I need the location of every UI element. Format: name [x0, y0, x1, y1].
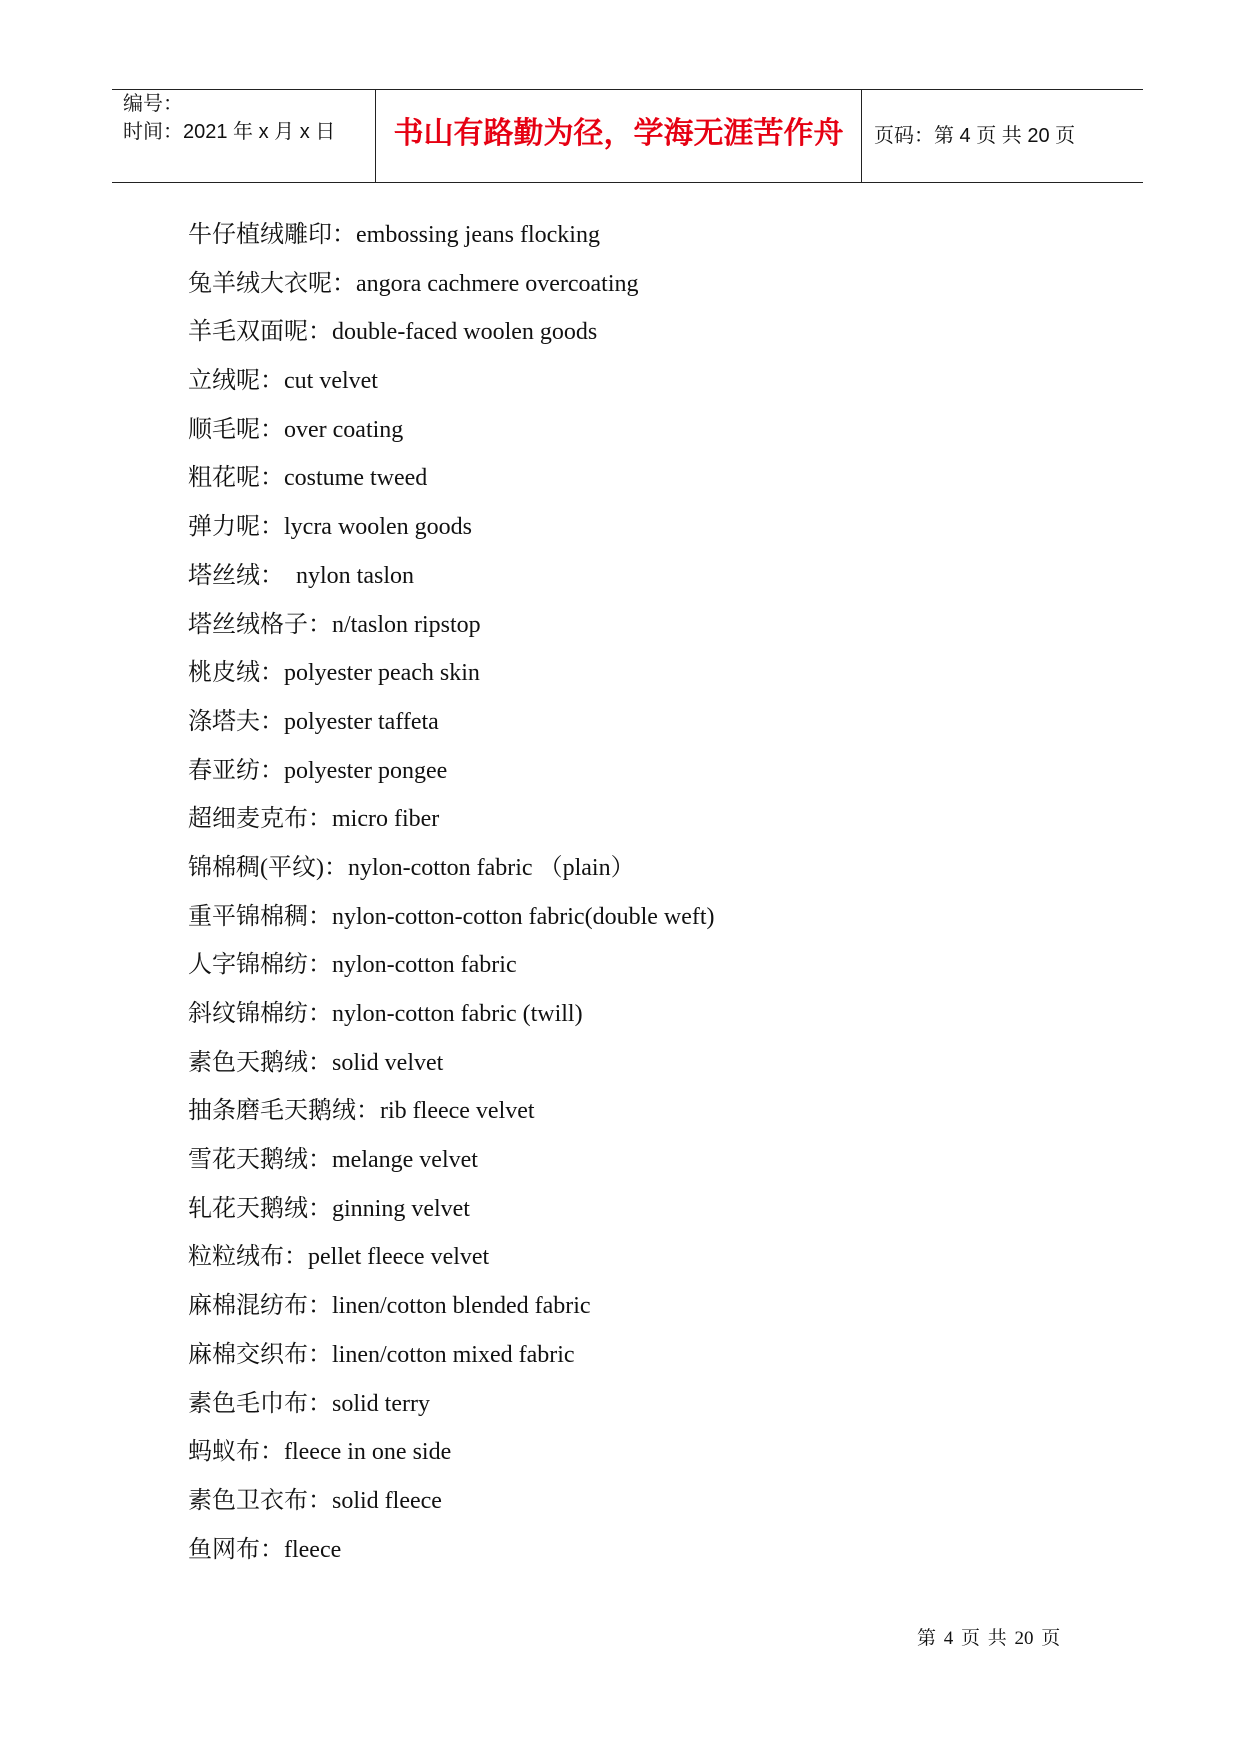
glossary-entry: 鱼网布：fleece: [188, 1536, 342, 1563]
glossary-entry: 麻棉混纺布：linen/cotton blended fabric: [188, 1293, 591, 1320]
glossary-entry: 春亚纺：polyester pongee: [188, 757, 448, 784]
glossary-entry: 牛仔植绒雕印：embossing jeans flocking: [188, 222, 600, 248]
glossary-entry: 蚂蚁布：fleece in one side: [188, 1439, 452, 1466]
glossary-entry: 抽条磨毛天鹅绒：rib fleece velvet: [188, 1098, 535, 1125]
glossary-entry: 麻棉交织布：linen/cotton mixed fabric: [188, 1341, 575, 1368]
glossary-entry: 涤塔夫：polyester taffeta: [188, 708, 439, 735]
glossary-entry: 素色卫衣布：solid fleece: [188, 1487, 442, 1514]
glossary-entry: 顺毛呢：over coating: [188, 416, 404, 443]
glossary-entry: 塔丝绒： nylon taslon: [188, 562, 414, 589]
glossary-entry: 桃皮绒：polyester peach skin: [188, 660, 480, 687]
glossary-entry: 重平锦棉稠：nylon-cotton-cotton fabric(double weft): [188, 903, 715, 930]
header-motto: 书山有路勤为径，学海无涯苦作舟: [393, 117, 844, 150]
glossary-entry: 超细麦克布：micro fiber: [188, 806, 440, 833]
glossary-entry: 立绒呢：cut velvet: [188, 368, 378, 395]
glossary-entry: 轧花天鹅绒：ginning velvet: [188, 1195, 470, 1222]
glossary-entry: 素色天鹅绒：solid velvet: [188, 1049, 444, 1076]
page-footer: 第 4 页 共 20 页: [917, 1628, 1061, 1649]
serial-number-label: 编号：: [123, 93, 183, 115]
glossary-entry: 粗花呢：costume tweed: [188, 465, 428, 492]
glossary-entry: 塔丝绒格子：n/taslon ripstop: [188, 611, 481, 638]
glossary-entry: 粒粒绒布：pellet fleece velvet: [188, 1244, 490, 1271]
header-bottom-rule: [112, 182, 1143, 183]
header-top-rule: [112, 89, 1143, 90]
glossary-entry: 斜纹锦棉纺：nylon-cotton fabric (twill): [188, 1001, 583, 1027]
date-label: 时间：2021 年 x 月 x 日: [123, 121, 336, 143]
glossary-entry: 弹力呢：lycra woolen goods: [188, 514, 472, 541]
glossary-entry: 人字锦棉纺：nylon-cotton fabric: [188, 952, 517, 979]
glossary-entry: 羊毛双面呢：double-faced woolen goods: [188, 319, 598, 346]
glossary-entry: 雪花天鹅绒：melange velvet: [188, 1147, 478, 1174]
glossary-list: [188, 211, 1138, 1574]
header-divider-right: [861, 89, 862, 182]
glossary-entry: 素色毛巾布：solid terry: [188, 1390, 430, 1417]
header-page-info: 页码：第 4 页 共 20 页: [874, 125, 1076, 147]
glossary-entry: 兔羊绒大衣呢：angora cachmere overcoating: [188, 270, 639, 297]
glossary-entry: 锦棉稠(平纹)：nylon-cotton fabric （plain）: [188, 854, 635, 881]
